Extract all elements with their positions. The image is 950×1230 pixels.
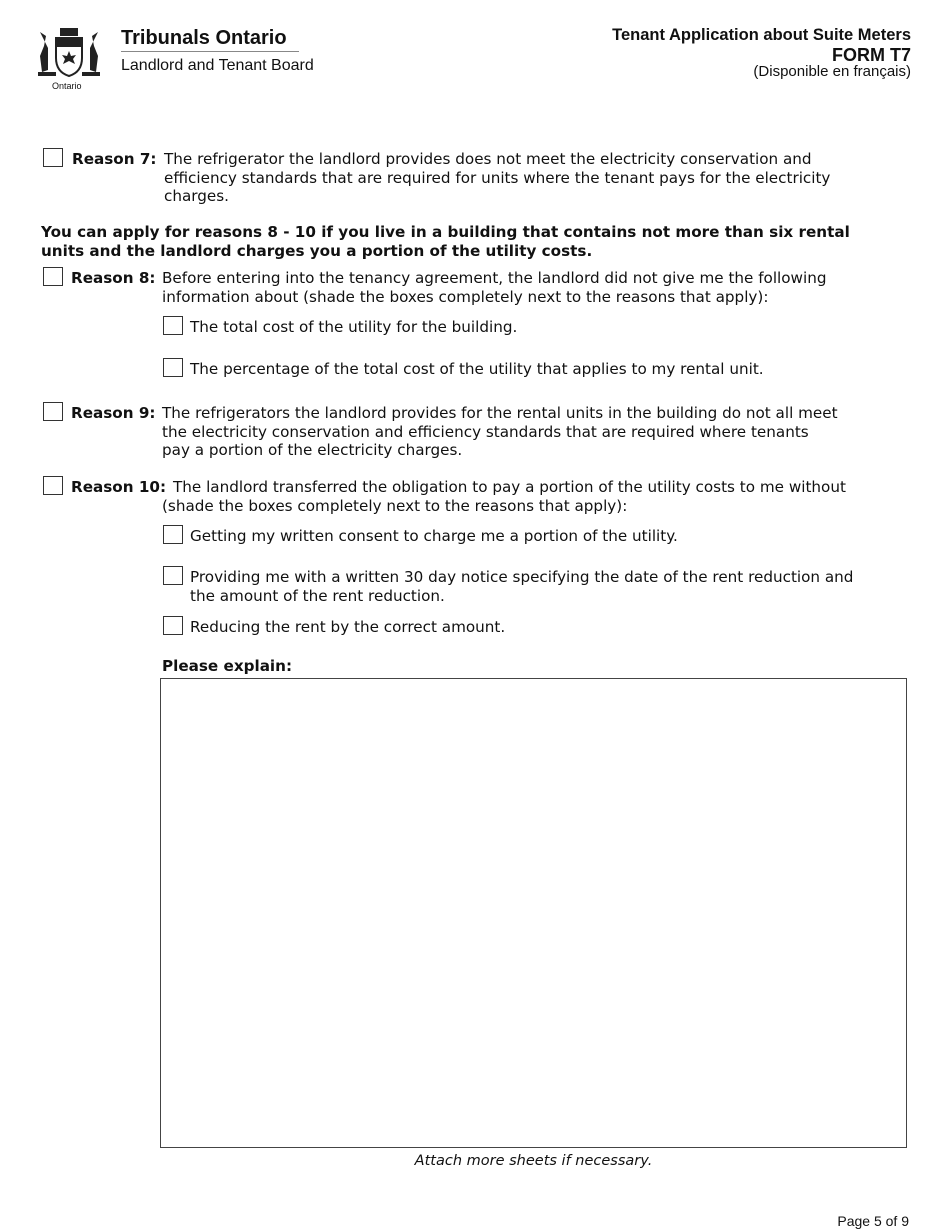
reason-10-option-2-text-line-2: the amount of the rent reduction. [190, 586, 445, 605]
form-number: FORM T7 [832, 45, 911, 65]
section-note-line-2: units and the landlord charges you a portion of the utility costs. [41, 242, 593, 260]
org-divider [121, 51, 299, 52]
section-note-line-1: You can apply for reasons 8 - 10 if you live in a building that contains not more than six rental [41, 223, 850, 241]
reason-10-checkbox[interactable] [43, 476, 63, 495]
page-number: Page 5 of 9 [837, 1213, 909, 1229]
reason-8-line-1: Before entering into the tenancy agreement, the landlord did not give me the following [162, 269, 827, 287]
org-name: Tribunals Ontario [121, 27, 287, 49]
reason-9-checkbox[interactable] [43, 402, 63, 421]
reason-7-checkbox[interactable] [43, 148, 63, 167]
french-availability-note: (Disponible en français) [753, 63, 911, 80]
reason-10-option-1-text: Getting my written consent to charge me a portion of the utility. [190, 527, 678, 545]
reason-8-checkbox[interactable] [43, 267, 63, 286]
reason-7-line-3: charges. [164, 187, 229, 205]
reason-8-line-2: information about (shade the boxes completely next to the reasons that apply): [162, 287, 769, 306]
reason-8-option-2-text: The percentage of the total cost of the utility that applies to my rental unit. [190, 360, 764, 378]
reason-10-line-1: The landlord transferred the obligation to pay a portion of the utility costs to me without [173, 478, 846, 496]
org-subtitle: Landlord and Tenant Board [121, 57, 314, 74]
reason-7-line-1: The refrigerator the landlord provides does not meet the electricity conservation and [164, 150, 812, 168]
reason-10-line-2: (shade the boxes completely next to the reasons that apply): [162, 496, 628, 515]
explain-textarea[interactable] [160, 678, 907, 1148]
reason-7-label: Reason 7: [72, 150, 157, 168]
reason-10-option-2-checkbox[interactable] [163, 566, 183, 585]
logo-caption: Ontario [52, 81, 82, 91]
reason-8-label: Reason 8: [71, 269, 156, 287]
reason-9-label: Reason 9: [71, 404, 156, 422]
reason-10-option-3-text: Reducing the rent by the correct amount. [190, 618, 506, 636]
reason-9-line-3: pay a portion of the electricity charges. [162, 441, 463, 459]
reason-10-option-2-text-line-1: Providing me with a written 30 day notice specifying the date of the rent reduction and [190, 568, 854, 586]
reason-9-line-2: the electricity conservation and efficiency standards that are required where tenants [162, 422, 809, 441]
reason-8-option-1-text: The total cost of the utility for the building. [190, 318, 518, 336]
reason-8-option-2-checkbox[interactable] [163, 358, 183, 377]
explain-label: Please explain: [162, 657, 293, 675]
reason-8-option-1-checkbox[interactable] [163, 316, 183, 335]
form-title: Tenant Application about Suite Meters [612, 26, 911, 44]
reason-7-line-2: efficiency standards that are required for units where the tenant pays for the electricity [164, 168, 831, 187]
reason-9-line-1: The refrigerators the landlord provides for the rental units in the building do not all meet [162, 404, 838, 422]
reason-10-label: Reason 10: [71, 478, 167, 496]
reason-10-option-1-checkbox[interactable] [163, 525, 183, 544]
reason-10-option-3-checkbox[interactable] [163, 616, 183, 635]
attach-sheets-note: Attach more sheets if necessary. [414, 1153, 653, 1169]
